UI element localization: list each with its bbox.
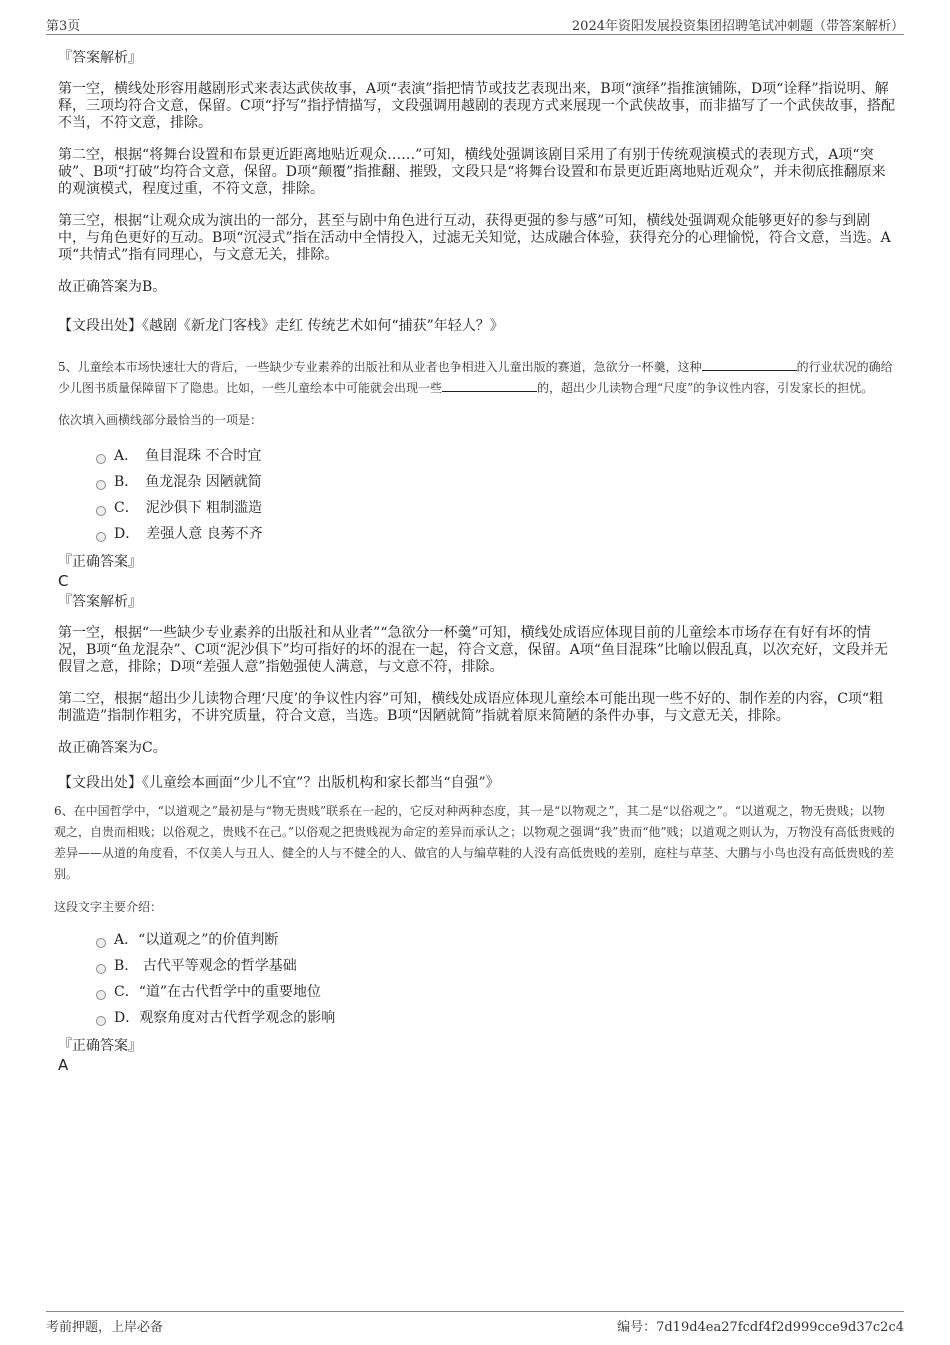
q4-source: 【文段出处】《越剧《新龙门客栈》走红 传统艺术如何“捕获”年轻人？》 [58, 318, 504, 334]
q6-stem: 6、在中国哲学中，“以道观之”最初是与“物无贵贱”联系在一起的，它反对种两种态度，其一是“以物观之”，其二是“以俗观之”。“以道观之，物无贵贱；以物观之，自贵而相贱；以俗观之，贵贱不在己。”以俗观之把贵贱视为命定的差异而承认之；以物观之强调“我”贵而“他”贱；以道观之则认为，万物没有高低贵贱的差异——从道的角度看，不仅美人与丑人、健全的人与不健全的人、做官的人与编草鞋的人没有高低贵贱的差别，庭柱与草茎、大鹏与小鸟也没有高低贵贱的差别。 [54, 804, 895, 881]
page-footer [46, 1311, 904, 1335]
radio-icon[interactable] [96, 1016, 106, 1026]
q6-option-c[interactable]: C．“道”在古代哲学中的重要地位 [96, 982, 896, 1002]
radio-icon[interactable] [96, 506, 106, 516]
q5-answer-label: 『正确答案』 [58, 554, 142, 570]
radio-icon[interactable] [96, 454, 106, 464]
page-content [54, 48, 896, 1074]
q6-option-b[interactable]: B. 古代平等观念的哲学基础 [96, 956, 896, 976]
q5-blank-2 [442, 379, 537, 392]
q5-analysis-p2: 第二空，根据“超出少儿读物合理‘尺度’的争议性内容”可知，横线处成语应体现儿童绘本可能出现一些不好的、制作差的内容，C项“粗制滥造”指制作粗劣，不讲究质量，符合文意，当选。B项“因陋就简”指就着原来简陋的条件办事，与文意无关，排除。 [58, 691, 884, 724]
radio-icon[interactable] [96, 990, 106, 1000]
q5-conclusion: 故正确答案为C。 [58, 740, 167, 756]
radio-icon[interactable] [96, 938, 106, 948]
document-title: 2024年资阳发展投资集团招聘笔试冲刺题（带答案解析） [571, 19, 904, 34]
q4-analysis-label: 『答案解析』 [58, 50, 142, 66]
q5-analysis-label: 『答案解析』 [58, 594, 142, 610]
footer-id: 编号：7d19d4ea27fcdf4f2d999cce9d37c2c4 [617, 1320, 904, 1335]
q5-stem: 5、儿童绘本市场快速壮大的背后，一些缺少专业素养的出版社和从业者也争相进入儿童出版的赛道，急欲分一杯羹，这种 的行业状况的确给少儿图书质量保障留下了隐患。比如，一些儿童绘本中可能就会出现一些 的，超出少儿读物合理“尺度”的争议性内容，引发家长的担忧。 [58, 360, 893, 395]
q4-analysis-p2: 第二空，根据“将舞台设置和布景更近距离地贴近观众……”可知，横线处强调该剧目采用了有别于传统观演模式的表现方式，A项“突破”、B项“打破”均符合文意，保留。D项“颠覆”指推翻、摧毁，文段只是“将舞台设置和布景更近距离地贴近观众”，并未彻底推翻原来的观演模式，程度过重，不符文意，排除。 [58, 147, 886, 197]
q4-analysis-p3: 第三空，根据“让观众成为演出的一部分，甚至与剧中角色进行互动，获得更强的参与感”可知，横线处强调观众能够更好的参与到剧中，与角色更好的互动。B项“沉浸式”指在活动中全情投入，过滤无关知觉，达成融合体验，获得充分的心理愉悦，符合文意，当选。A项“共情式”指有同理心，与文意无关，排除。 [58, 213, 891, 263]
q5-option-d[interactable]: D． 差强人意 良莠不齐 [96, 524, 896, 544]
radio-icon[interactable] [96, 480, 106, 490]
q5-analysis-p1: 第一空，根据“一些缺少专业素养的出版社和从业者”“急欲分一杯羹”可知，横线处成语应体现目前的儿童绘本市场存在有好有坏的情况，B项“鱼龙混杂”、C项“泥沙俱下”均可指好的坏的混在一起，符合文意，保留。A项“鱼目混珠”比喻以假乱真，以次充好，文段并无假冒之意，排除；D项“差强人意”指勉强使人满意，与文意不符，排除。 [58, 625, 889, 675]
q6-option-d[interactable]: D．观察角度对古代哲学观念的影响 [96, 1008, 896, 1028]
page-number: 第3页 [46, 19, 81, 34]
q5-options [96, 446, 896, 544]
q4-conclusion: 故正确答案为B。 [58, 279, 167, 295]
radio-icon[interactable] [96, 964, 106, 974]
q5-option-a[interactable]: A． 鱼目混珠 不合时宜 [96, 446, 896, 466]
q6-answer-label: 『正确答案』 [58, 1038, 142, 1054]
q5-prompt: 依次填入画横线部分最恰当的一项是： [58, 413, 263, 427]
q5-blank-1 [702, 358, 797, 371]
q6-answer: A [58, 1056, 69, 1074]
footer-slogan: 考前押题，上岸必备 [46, 1320, 164, 1335]
q5-answer: C [58, 572, 69, 590]
q6-options [96, 930, 896, 1028]
q5-option-b[interactable]: B． 鱼龙混杂 因陋就简 [96, 472, 896, 492]
q4-analysis-p1: 第一空，横线处形容用越剧形式来表达武侠故事，A项“表演”指把情节或技艺表现出来，B项“演绎”指推演铺陈，D项“诠释”指说明、解释，三项均符合文意，保留。C项“抒写”指抒情描写，文段强调用越剧的表现方式来展现一个武侠故事，而非描写了一个武侠故事，搭配不当，不符文意，排除。 [58, 81, 896, 131]
page-header [46, 0, 904, 35]
q6-prompt: 这段文字主要介绍： [54, 900, 163, 914]
q6-option-a[interactable]: A．“以道观之”的价值判断 [96, 930, 896, 950]
radio-icon[interactable] [96, 532, 106, 542]
q5-source: 【文段出处】《儿童绘本画面“少儿不宜”？出版机构和家长都当“自强”》 [58, 775, 500, 791]
q5-option-c[interactable]: C． 泥沙俱下 粗制滥造 [96, 498, 896, 518]
